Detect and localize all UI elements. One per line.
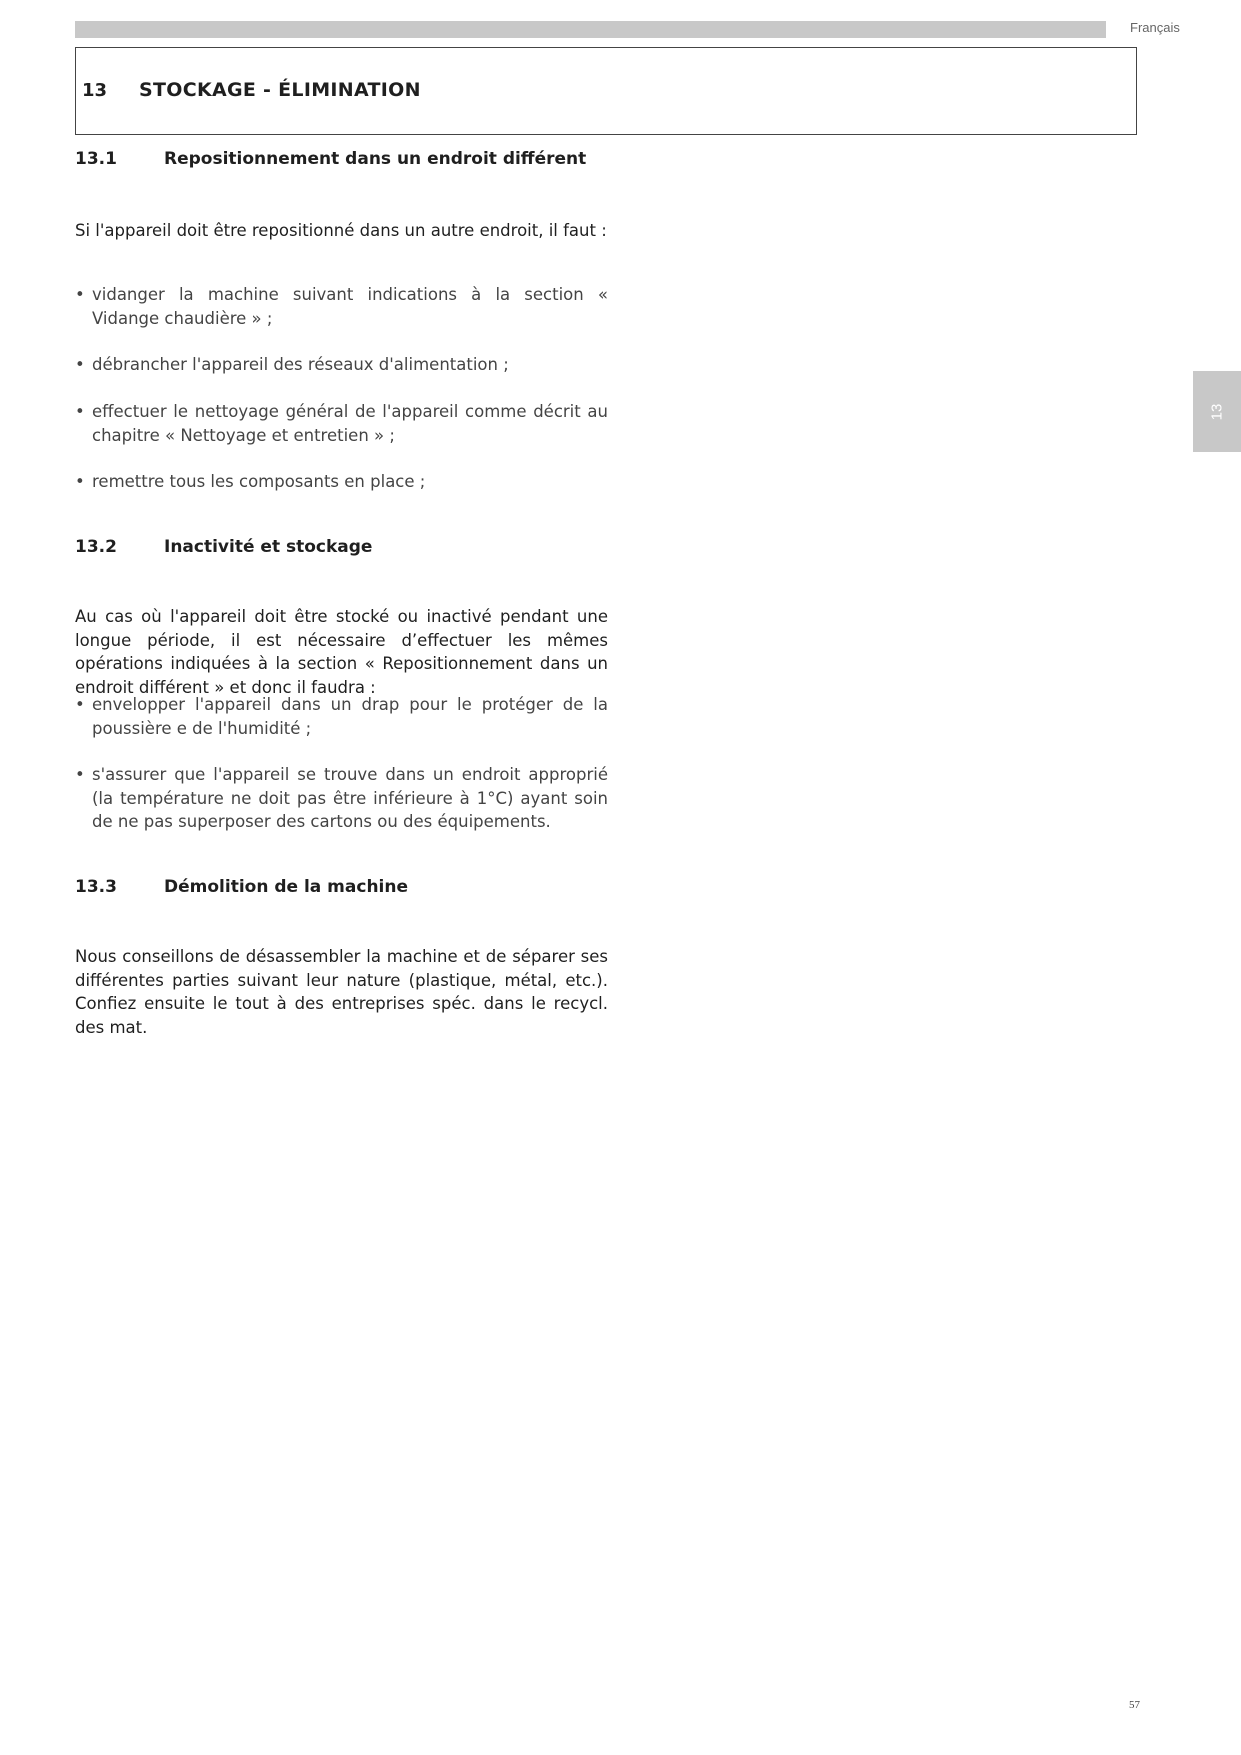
list-item-text: débrancher l'appareil des réseaux d'alimentation ; bbox=[92, 355, 509, 374]
bullet-icon: • bbox=[75, 472, 85, 491]
list-item bbox=[75, 283, 608, 330]
language-label: Français bbox=[1130, 20, 1180, 35]
bullet-icon: • bbox=[75, 285, 85, 304]
list-item bbox=[75, 693, 608, 740]
chapter-header bbox=[75, 47, 1137, 135]
section-title: Repositionnement dans un endroit différent bbox=[164, 149, 587, 169]
section-title: Démolition de la machine bbox=[164, 877, 409, 897]
section-title: Inactivité et stockage bbox=[164, 537, 373, 557]
bullet-icon: • bbox=[75, 402, 85, 421]
list-item-text: s'assurer que l'appareil se trouve dans un endroit approprié (la température ne doit pas être inférieure à 1°C) ayant soin de ne pas superposer des cartons ou des équipements. bbox=[92, 765, 608, 831]
list-item bbox=[75, 763, 608, 834]
list-item bbox=[75, 470, 608, 494]
section-body: Nous conseillons de désassembler la machine et de séparer ses différentes parties suivant leur nature (plastique, métal, etc.). Confiez ensuite le tout à des entreprises spéc. dans le recycl. des mat. bbox=[75, 947, 608, 1037]
bullet-icon: • bbox=[75, 355, 85, 374]
list-item bbox=[75, 400, 608, 447]
bullet-icon: • bbox=[75, 695, 85, 714]
page-number: 57 bbox=[1129, 1699, 1140, 1711]
header-bar bbox=[75, 21, 1106, 38]
list-item-text: envelopper l'appareil dans un drap pour le protéger de la poussière e de l'humidité ; bbox=[92, 695, 608, 738]
list-item bbox=[75, 353, 608, 377]
list-item-text: vidanger la machine suivant indications à la section « Vidange chaudière » ; bbox=[92, 285, 608, 328]
chapter-number: 13 bbox=[82, 80, 108, 101]
section-intro: Si l'appareil doit être repositionné dans un autre endroit, il faut : bbox=[75, 221, 607, 240]
chapter-tab bbox=[1193, 371, 1241, 452]
section-intro: Au cas où l'appareil doit être stocké ou inactivé pendant une longue période, il est nécessaire d’effectuer les mêmes opérations indiquées à la section « Repositionnement dans un endroit différent » et donc il faudra : bbox=[75, 607, 608, 697]
chapter-title: STOCKAGE - ÉLIMINATION bbox=[139, 79, 421, 101]
list-item-text: effectuer le nettoyage général de l'appareil comme décrit au chapitre « Nettoyage et entretien » ; bbox=[92, 402, 608, 445]
section-number: 13.3 bbox=[75, 877, 117, 897]
section-number: 13.2 bbox=[75, 537, 117, 557]
chapter-tab-label: 13 bbox=[1208, 403, 1226, 420]
bullet-icon: • bbox=[75, 765, 85, 784]
section-number: 13.1 bbox=[75, 149, 117, 169]
list-item-text: remettre tous les composants en place ; bbox=[92, 472, 426, 491]
